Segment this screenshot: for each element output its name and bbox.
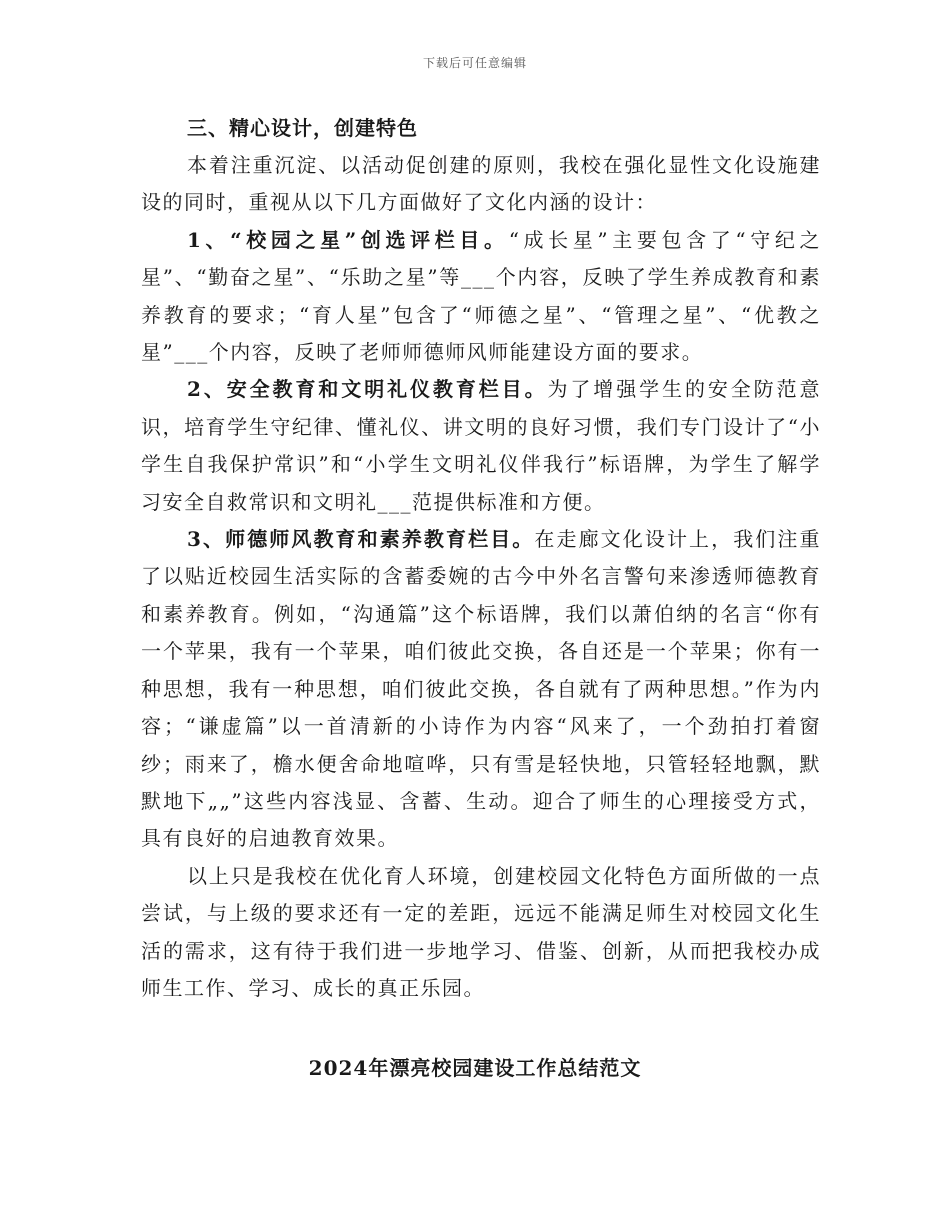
campus-star-paragraph xyxy=(141,222,821,372)
teacher-ethics-text: 在走廊文化设计上，我们注重了以贴近校园生活实际的含蓄委婉的古今中外名言警句来渗透师德教育和素养教育。例如，“沟通篇”这个标语牌，我们以萧伯纳的名言“你有一个苹果，我有一个苹果，咱们彼此交换，各自还是一个苹果；你有一种思想，我有一种思想，咱们彼此交换，各自就有了两种思想。”作为内容；“谦虚篇”以一首清新的小诗作为内容“风来了，一个劲拍打着窗纱；雨来了，檐水便舍命地喧哗，只有雪是轻快地，只管轻轻地飘，默默地下„„”这些内容浅显、含蓄、生动。迎合了师生的心理接受方式，具有良好的启迪教育效果。 xyxy=(141,527,821,851)
safety-education-paragraph xyxy=(141,371,821,521)
intro-paragraph xyxy=(141,147,821,222)
safety-education-text: 为了增强学生的安全防范意识，培育学生守纪律、懂礼仪、讲文明的良好习惯，我们专门设计了“小学生自我保护常识”和“小学生文明礼仪伴我行”标语牌，为学生了解学习安全自救常识和文明礼___范提供标准和方便。 xyxy=(141,377,821,514)
intro-text: 本着注重沉淀、以活动促创建的原则，我校在强化显性文化设施建设的同时，重视从以下几方面做好了文化内涵的设计： xyxy=(141,153,821,215)
section-heading: 三、精心设计，创建特色 xyxy=(187,116,418,140)
teacher-ethics-lead: 3、师德师风教育和素养教育栏目。 xyxy=(187,527,535,552)
conclusion-text: 以上只是我校在优化育人环境，创建校园文化特色方面所做的一点尝试，与上级的要求还有一定的差距，远远不能满足师生对校园文化生活的需求，这有待于我们进一步地学习、借鉴、创新，从而把我校办成师生工作、学习、成长的真正乐园。 xyxy=(141,863,821,1000)
document-body xyxy=(141,110,821,1007)
next-document-title: 2024年漂亮校园建设工作总结范文 xyxy=(308,1056,642,1080)
campus-star-lead: 1、“校园之星”创选评栏目。 xyxy=(187,227,509,252)
page-header: 下载后可任意编辑 xyxy=(422,56,527,70)
safety-education-lead: 2、安全教育和文明礼仪教育栏目。 xyxy=(187,377,548,402)
conclusion-paragraph xyxy=(141,858,821,1008)
teacher-ethics-paragraph xyxy=(141,521,821,858)
campus-star-text: “成长星”主要包含了“守纪之星”、“勤奋之星”、“乐助之星”等___个内容，反映了学生养成教育和素养教育的要求；“育人星”包含了“师德之星”、“管理之星”、“优教之星”___个内容，反映了老师师德师风师能建设方面的要求。 xyxy=(141,227,821,365)
